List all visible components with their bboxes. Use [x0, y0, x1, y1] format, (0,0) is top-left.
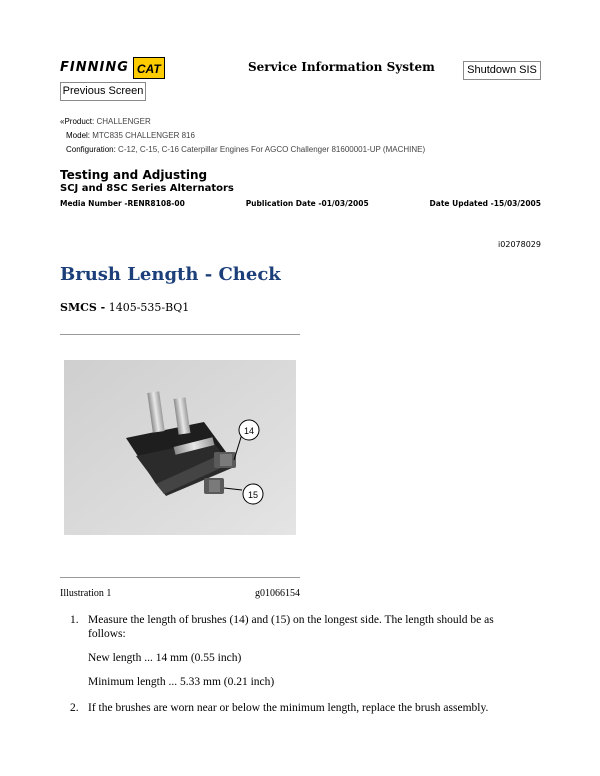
- model-label: Model:: [66, 131, 91, 140]
- model-line: [66, 131, 195, 141]
- section-title: Testing and Adjusting: [60, 168, 208, 182]
- configuration-line: [66, 145, 425, 155]
- product-label[interactable]: «Product:: [60, 117, 95, 126]
- smcs-value: 1405-535-BQ1: [108, 301, 190, 314]
- logo-cat-text: CAT: [133, 57, 165, 79]
- page-title: Brush Length - Check: [60, 264, 281, 285]
- caption-code: g01066154: [255, 588, 300, 599]
- media-number: Media Number -RENR8108-00: [60, 199, 185, 208]
- step-text: Measure the length of brushes (14) and (15) on the longest side. The length should be as follows:: [88, 614, 494, 640]
- divider-top: [60, 334, 300, 335]
- publication-date: Publication Date -01/03/2005: [245, 199, 369, 208]
- callout-label-15: 15: [247, 490, 259, 500]
- callout-label-14: 14: [243, 426, 255, 436]
- new-length-spec: New length ... 14 mm (0.55 inch): [88, 652, 242, 664]
- step-1: [70, 613, 520, 689]
- minimum-length-spec: Minimum length ... 5.33 mm (0.21 inch): [88, 676, 275, 688]
- step-2: [70, 701, 520, 715]
- smcs-code: [60, 301, 189, 314]
- date-updated: Date Updated -15/03/2005: [429, 199, 541, 208]
- document-info-bar: [60, 199, 541, 208]
- previous-screen-button[interactable]: Previous Screen: [60, 82, 146, 101]
- document-id: i02078029: [498, 240, 541, 249]
- brush-assembly-illustration: [64, 360, 296, 535]
- shutdown-sis-button[interactable]: Shutdown SIS: [463, 61, 541, 80]
- logo-finning-text: FINNING: [60, 60, 129, 75]
- divider-bottom: [60, 577, 300, 578]
- product-value: CHALLENGER: [96, 117, 151, 126]
- step-text: If the brushes are worn near or below the minimum length, replace the brush assembly.: [88, 702, 489, 714]
- step-number: 1.: [70, 614, 79, 626]
- step-number: 2.: [70, 702, 79, 714]
- product-line: [60, 117, 151, 127]
- smcs-label: SMCS -: [60, 301, 106, 314]
- model-value: MTC835 CHALLENGER 816: [92, 131, 195, 140]
- configuration-label: Configuration:: [66, 145, 116, 154]
- configuration-value: C-12, C-15, C-16 Caterpillar Engines For AGCO Challenger 81600001-UP (MACHINE): [118, 145, 426, 154]
- procedure-steps: [70, 613, 520, 715]
- section-subtitle: SCJ and 8SC Series Alternators: [60, 183, 234, 194]
- system-title: Service Information System: [248, 60, 435, 74]
- finning-cat-logo: [60, 57, 161, 79]
- illustration-caption: [60, 588, 300, 599]
- caption-label: Illustration 1: [60, 588, 112, 599]
